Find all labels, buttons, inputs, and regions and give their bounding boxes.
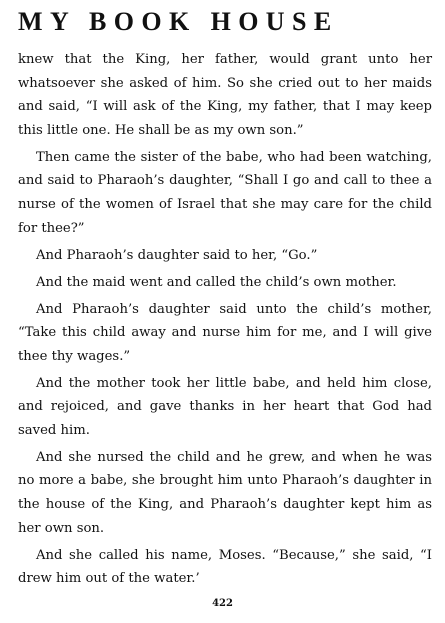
paragraph: knew that the King, her father, would grant unto her whatsoever she asked of him. So she cried out to her maids and said, “I will ask of the King, my father, that I may keep this little one. He shall be as my own son.” [18,52,432,138]
body-text [18,48,432,594]
paragraph: Then came the sister of the babe, who had been watching, and said to Pharaoh’s daughter, “Shall I go and call to thee a nurse of the women of Israel that she may care for the child for thee?” [18,149,432,236]
paragraph: And Pharaoh’s daughter said unto the child’s mother, “Take this child away and nurse him for me, and I will give thee thy wages.” [18,301,432,364]
paragraph: And she called his name, Moses. “Because,” she said, “I drew him out of the water.’ [18,547,432,587]
running-head: MY BOOK HOUSE [18,7,339,36]
paragraph: And the mother took her little babe, and held him close, and rejoiced, and gave thanks in her heart that God had saved him. [18,375,432,438]
paragraph: And Pharaoh’s daughter said to her, “Go.” [36,247,318,263]
paragraph: And she nursed the child and he grew, and when he was no more a babe, she brought him unto Pharaoh’s daughter in the house of the King, and Pharaoh’s daughter kept him as her own son. [18,449,432,536]
page-number: 422 [212,598,233,609]
paragraph: And the maid went and called the child’s own mother. [36,274,397,290]
